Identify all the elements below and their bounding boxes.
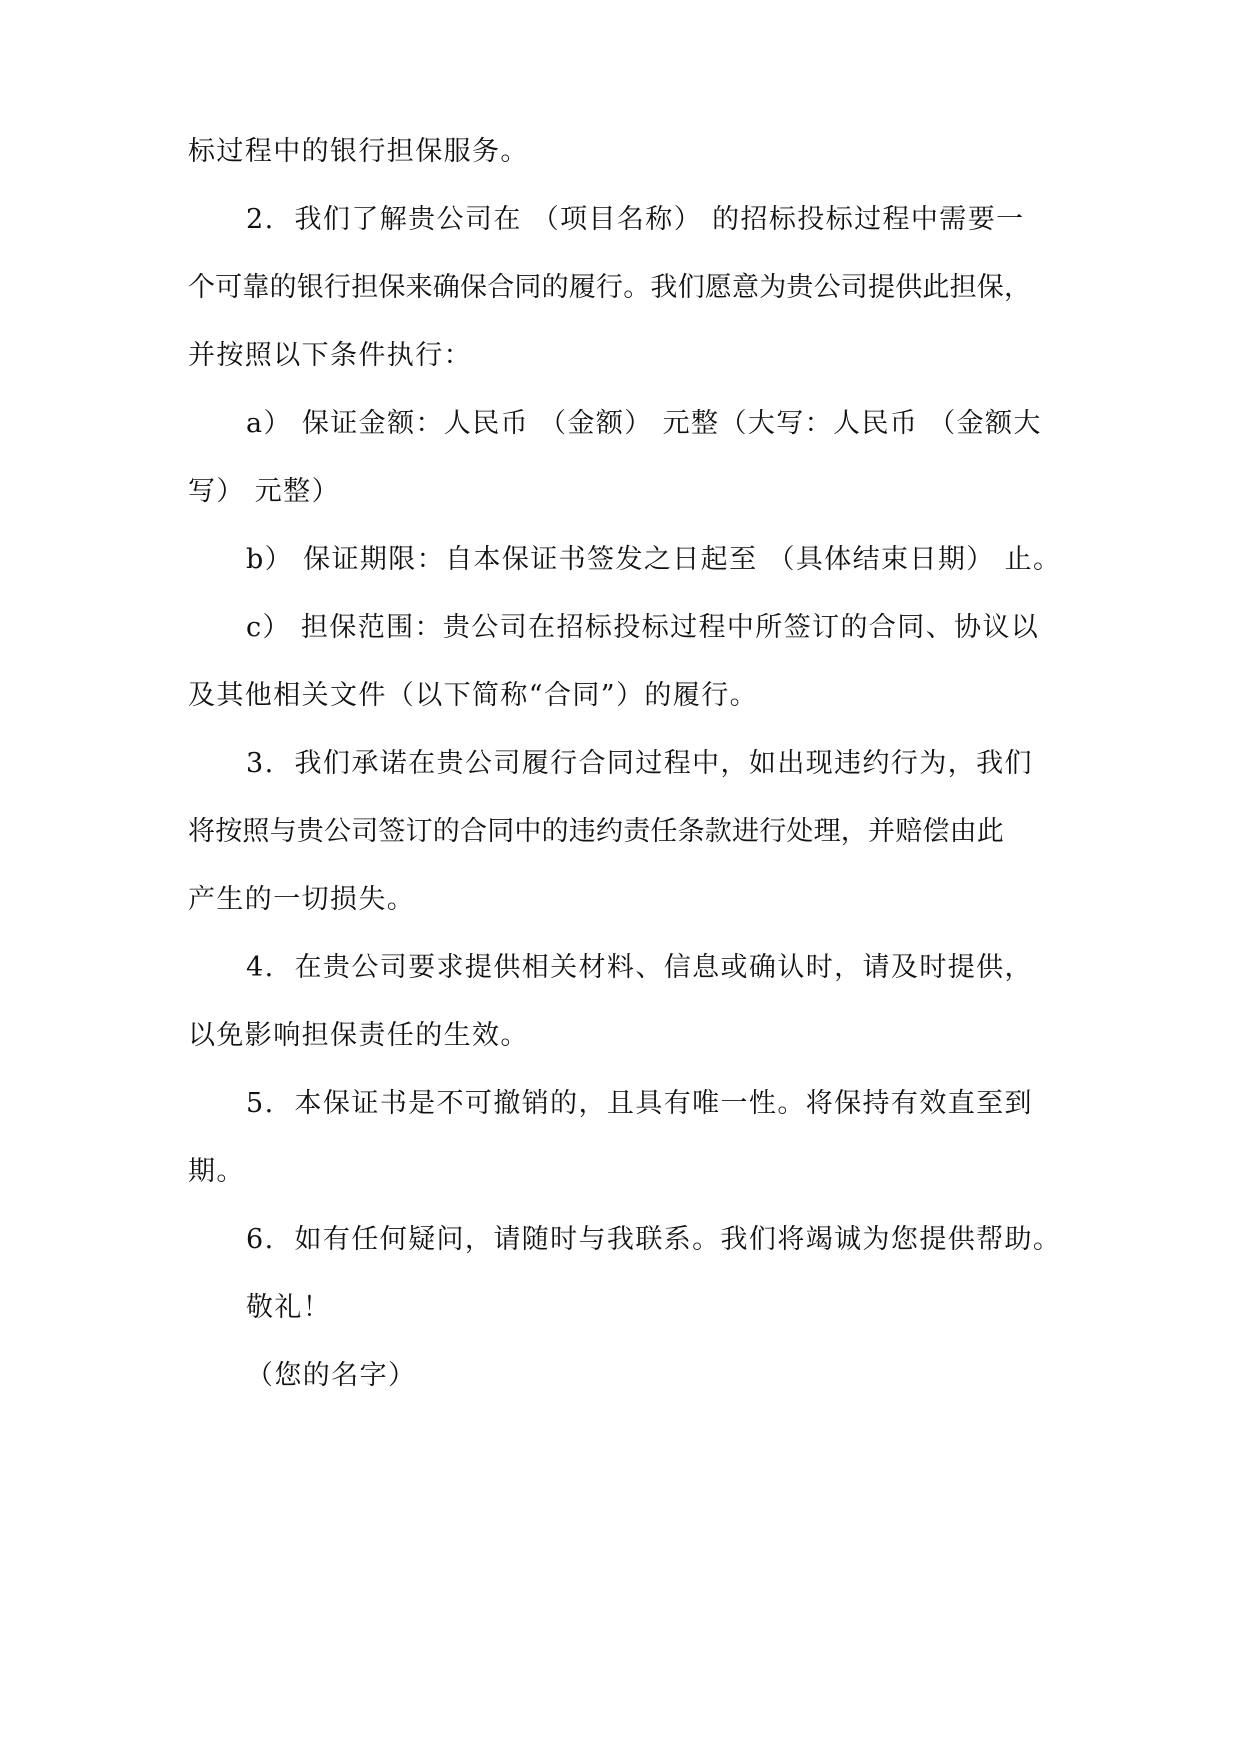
text-line: b） 保证期限：自本保证书签发之日起至 （具体结束日期） 止。 <box>246 544 1062 575</box>
text-line: 产生的一切损失。 <box>188 884 416 915</box>
text-line: 3. 我们承诺在贵公司履行合同过程中，如出现违约行为，我们 <box>246 748 1033 779</box>
text-line: 4. 在贵公司要求提供相关材料、信息或确认时，请及时提供， <box>246 952 1033 983</box>
text-line: 及其他相关文件（以下简称“合同”）的履行。 <box>188 680 759 711</box>
text-line: c） 担保范围：贵公司在招标投标过程中所签订的合同、协议以 <box>246 612 1040 643</box>
text-line: 2. 我们了解贵公司在 （项目名称） 的招标投标过程中需要一 <box>246 204 1025 235</box>
text-line: 期。 <box>188 1156 245 1187</box>
text-line: 标过程中的银行担保服务。 <box>188 136 529 167</box>
text-line: 并按照以下条件执行： <box>188 340 472 371</box>
text-line: a） 保证金额：人民币 （金额） 元整（大写：人民币 （金额大 <box>246 408 1042 439</box>
text-line: 6. 如有任何疑问，请随时与我联系。我们将竭诚为您提供帮助。 <box>246 1224 1062 1255</box>
text-line: 5. 本保证书是不可撤销的，且具有唯一性。将保持有效直至到 <box>246 1088 1033 1119</box>
signature-name: （您的名字） <box>246 1360 417 1391</box>
text-line: 个可靠的银行担保来确保合同的履行。我们愿意为贵公司提供此担保， <box>188 272 1032 303</box>
text-line: 以免影响担保责任的生效。 <box>188 1020 529 1051</box>
text-line: 写） 元整） <box>188 476 340 507</box>
text-line: 将按照与贵公司签订的合同中的违约责任条款进行处理，并赔偿由此 <box>188 816 1004 847</box>
closing-salutation: 敬礼！ <box>246 1292 332 1323</box>
